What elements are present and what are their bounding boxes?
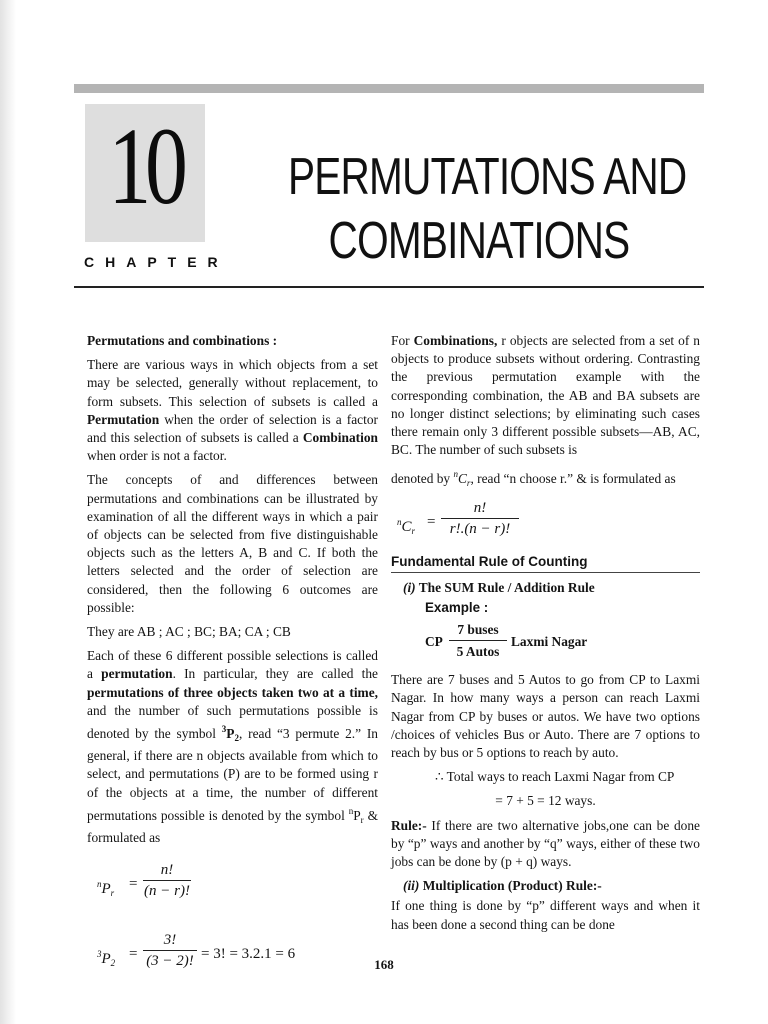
chapter-title-line1: PERMUTATIONS AND: [288, 148, 687, 206]
section-heading: Permutations and combinations :: [87, 333, 278, 348]
example-label: Example :: [425, 600, 489, 616]
total-ways-line: ∴ Total ways to reach Laxmi Nagar from CP: [435, 769, 675, 785]
route-options: [449, 621, 507, 661]
chapter-label: CHAPTER: [84, 254, 229, 270]
counting-rule-heading: Fundamental Rule of Counting: [391, 553, 700, 573]
right-column: [391, 332, 700, 940]
route-option-buses: 7 buses: [449, 621, 507, 641]
permutation-formula: $^nP_r$ = $\frac{n!}{(n - r)!}$: [97, 862, 190, 900]
combination-formula: $^nC_r$ = $\frac{n!}{r!.(n - r)!}$: [391, 499, 700, 545]
header-bottom-rule: [74, 286, 704, 288]
outcomes-list: They are AB ; AC ; BC; BA; CA ; CB: [87, 624, 291, 640]
page-edge-shadow: [0, 0, 16, 1024]
chapter-number: 10: [108, 105, 182, 227]
product-rule-text: If one thing is done by “p” different ways and when it has been done a second thing can be done: [391, 898, 700, 932]
chapter-title: [288, 145, 687, 273]
left-column: [87, 332, 378, 993]
sum-rule-statement: Rule:- If there are two alternative jobs,one can be done by “p” ways and another by “q” ways, either of these two jobs can be done by (p + q) ways.: [391, 817, 700, 870]
product-rule-heading: (ii) Multiplication (Product) Rule:-: [403, 878, 602, 894]
concepts-paragraph: The concepts of and differences between permutations and combinations can be illustrated by examination of all the different ways in which a pair of objects can be selected from five distinguishable objects such as the letters A, B and C. If both the letters selected and the order of selection are considered, then the following 6 outcomes are possible:: [87, 472, 378, 615]
total-ways-calc: = 7 + 5 = 12 ways.: [495, 793, 596, 809]
sum-rule-heading: (i) The SUM Rule / Addition Rule: [403, 579, 595, 595]
permutation-paragraph: Each of these 6 different possible selections is called a permutation. In particular, they are called the permutations of three objects taken two at a time, and the number of such permutations possible is denoted by the symbol $^3P_2$, read “3 permute 2.” In general, if there are n objects available from which to select, and permutations (P) are to be formed using r of the objects at a time, the number of different permutations possible is denoted by the symbol $^nP_r$ & formulated as: [87, 648, 379, 846]
combination-paragraph: For Combinations, r objects are selected from a set of n objects to produce subsets without ordering. Contrasting the previous permutation example with the corresponding combination, the AB and BA subsets are no longer distinct selections; by eliminating such cases there remain only 3 different possible subsets—AB, AC, BC. The number of such subsets is: [391, 333, 701, 458]
chapter-title-line2: COMBINATIONS: [328, 212, 630, 270]
route-origin: CP: [425, 634, 443, 650]
header-top-rule: [74, 84, 704, 93]
intro-paragraph: There are various ways in which objects from a set may be selected, generally without replacement, to form subsets. This selection of subsets is called a Permutation when the order of selection is a factor and this selection of subsets is called a Combination when order is not a factor.: [87, 357, 378, 464]
combination-notation: denoted by $^nC_r$, read “n choose r.” & is formulated as: [391, 469, 676, 489]
example-text: There are 7 buses and 5 Autos to go from CP to Laxmi Nagar. In how many ways a person can reach Laxmi Nagar from CP by buses or autos. We have two options /choices of vehicles Bus or Auto. There are 7 options to reach by bus or 5 options to reach by auto.: [391, 672, 700, 761]
route-diagram: [391, 621, 700, 665]
route-destination: Laxmi Nagar: [511, 634, 588, 650]
page-number: 168: [374, 957, 394, 972]
route-option-autos: 5 Autos: [456, 644, 500, 660]
permutation-example-formula: $^3P_2$ = $\frac{3!}{(3 - 2)!}$ = 3! = 3.2.1 = 6: [97, 932, 296, 970]
